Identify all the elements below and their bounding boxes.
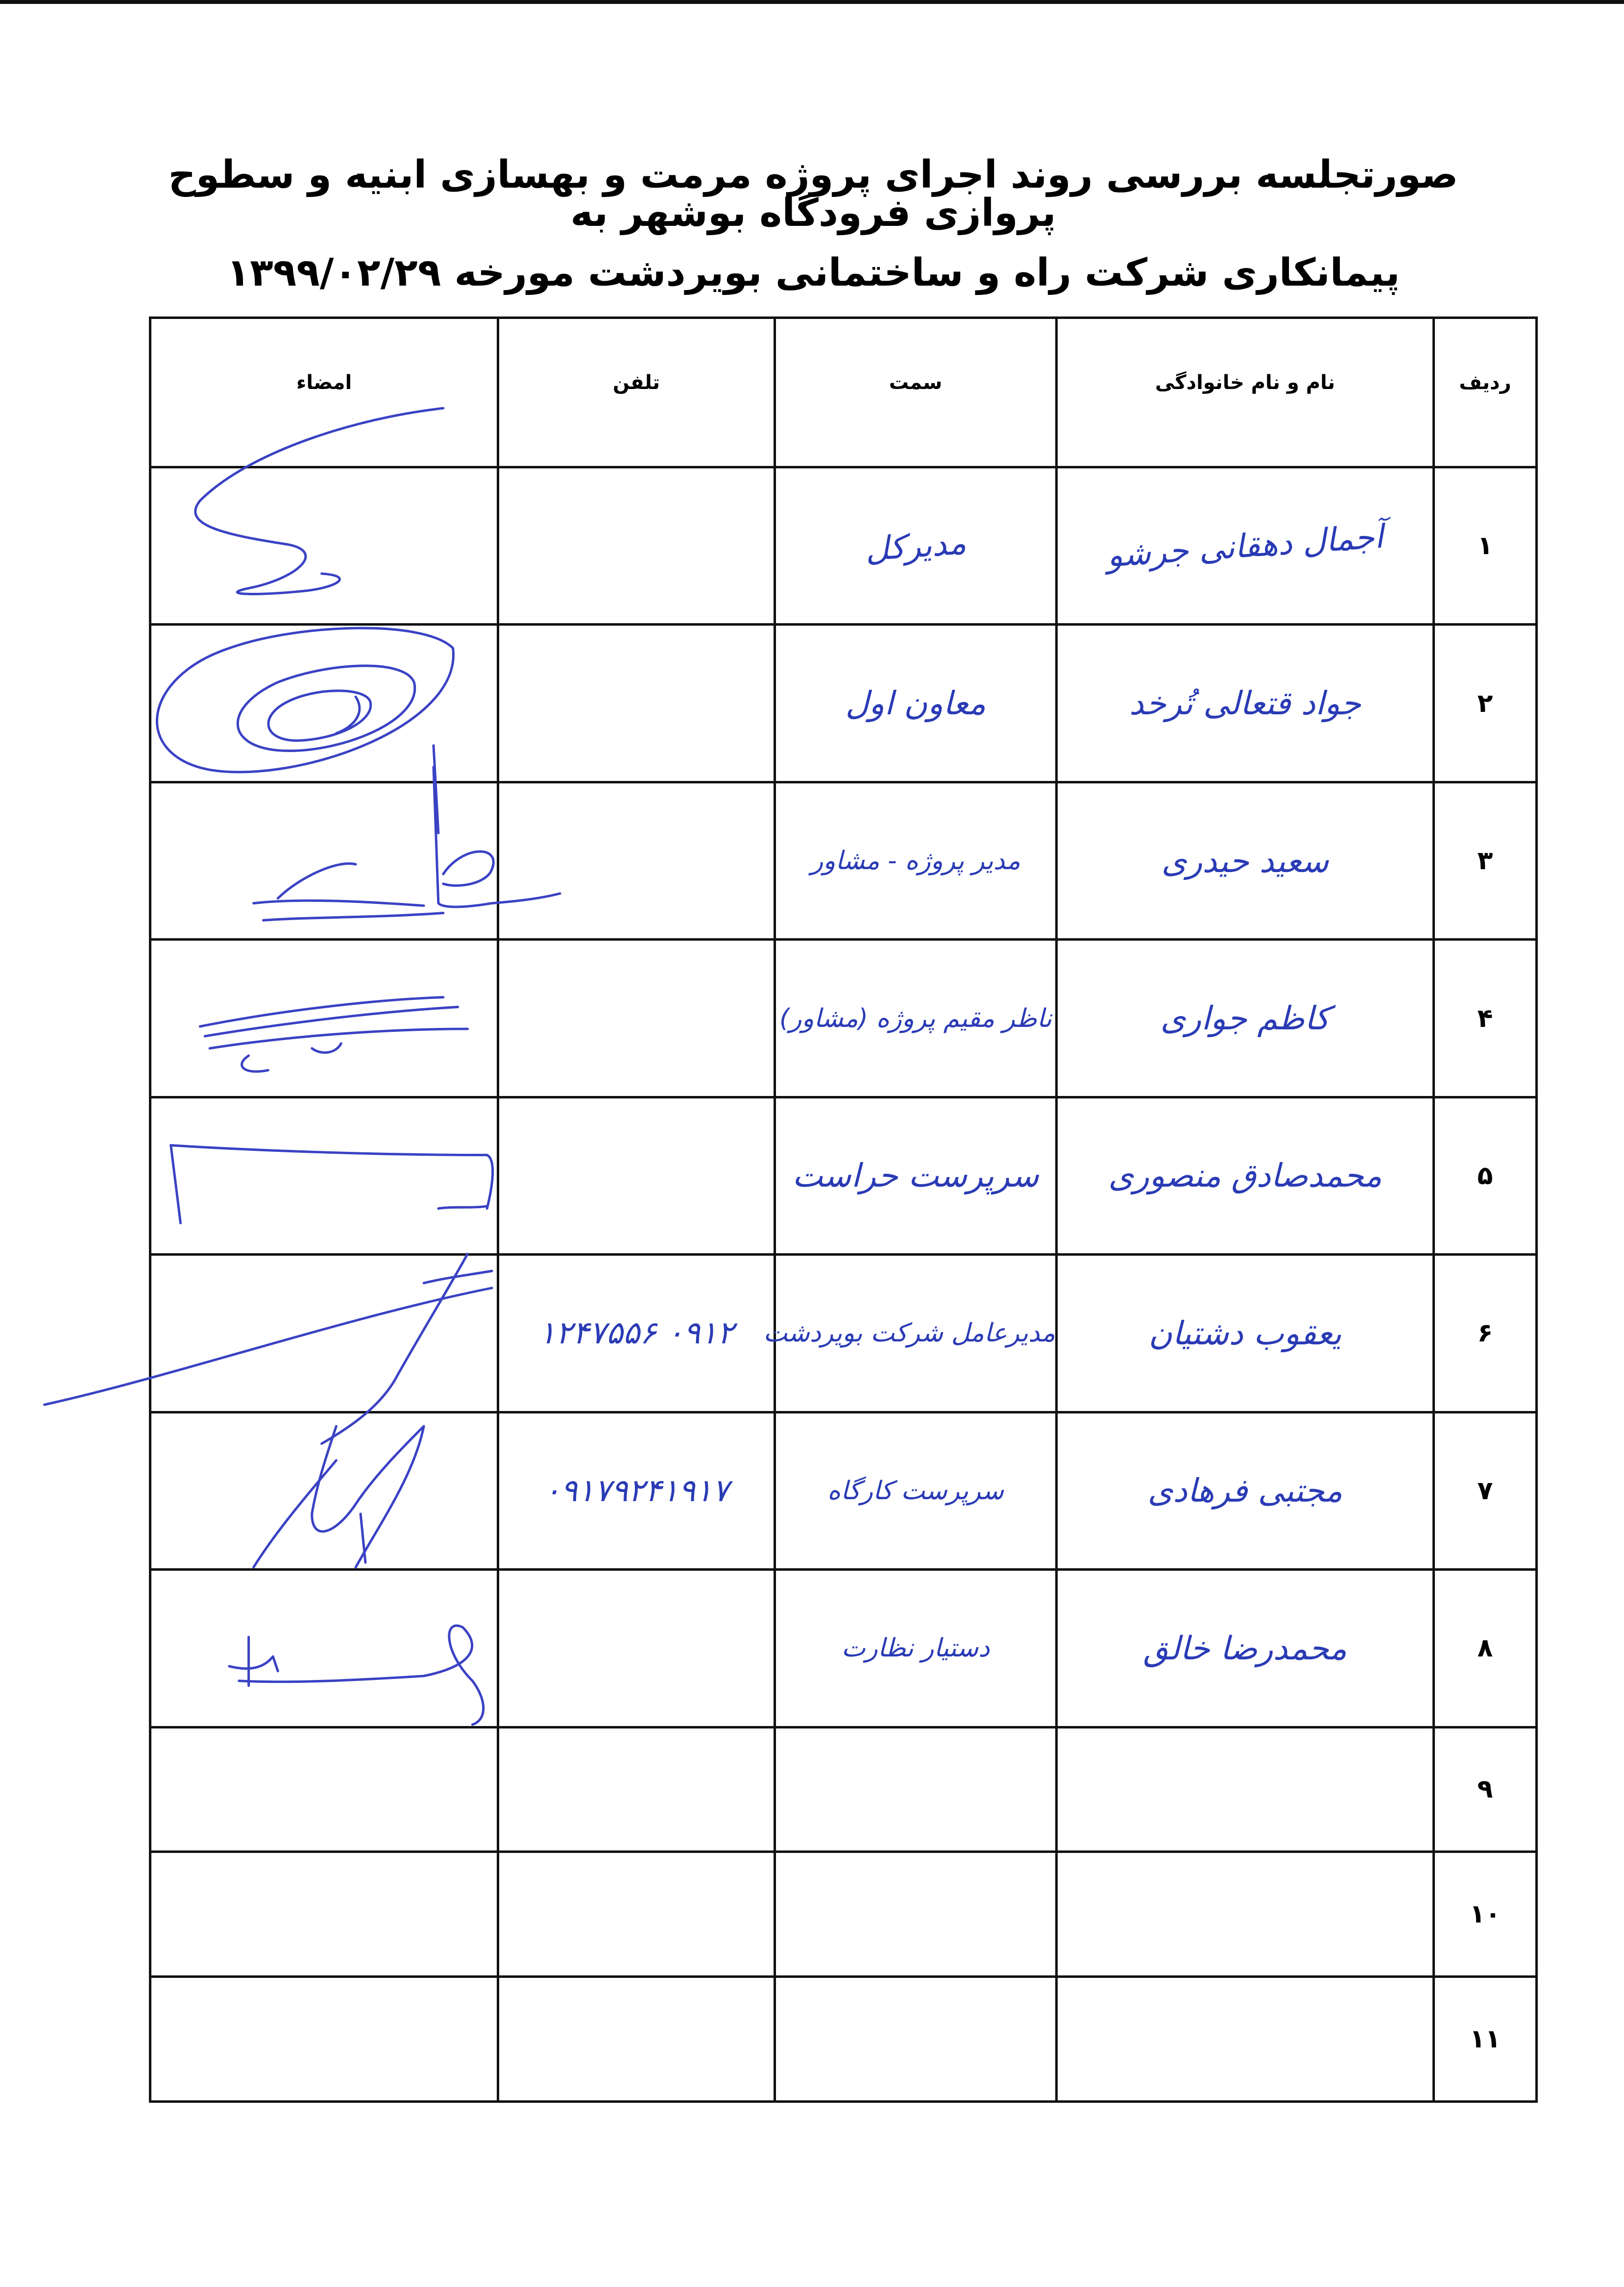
table-header-row — [150, 318, 1537, 467]
name-cell — [1057, 1727, 1434, 1852]
handwritten-phone: ۰۹۱۲ ۱۲۴۷۵۵۶ — [538, 1315, 734, 1352]
table-row — [150, 940, 1537, 1097]
table-row — [150, 782, 1537, 939]
header-signature: امضاء — [150, 318, 498, 467]
signature-cell — [150, 1255, 498, 1412]
row-number: ۱۰ — [1434, 1852, 1537, 1977]
name-cell — [1057, 940, 1434, 1097]
attendance-table — [149, 316, 1538, 2103]
signature-mark — [151, 941, 497, 1095]
table-row — [150, 1412, 1537, 1569]
handwritten-phone: ۰۹۱۷۹۲۴۱۹۱۷ — [543, 1472, 729, 1509]
table-row — [150, 625, 1537, 782]
scan-top-border — [0, 0, 1624, 4]
phone-cell — [498, 467, 775, 625]
phone-cell — [498, 1977, 775, 2102]
handwritten-position: مدیرعامل شرکت بویردشت — [763, 1318, 1055, 1348]
position-cell — [775, 1570, 1057, 1727]
phone-cell — [498, 625, 775, 782]
signature-cell — [150, 1852, 498, 1977]
phone-cell — [498, 940, 775, 1097]
handwritten-position: معاون اول — [845, 684, 986, 723]
row-number: ۱ — [1434, 467, 1537, 625]
phone-cell — [498, 1727, 775, 1852]
name-cell — [1057, 467, 1434, 625]
document-title-line-2: پیمانکاری شرکت راه و ساختمانی بویردشت مورخه ۱۳۹۹/۰۲/۲۹ — [226, 251, 1400, 295]
signature-cell — [150, 625, 498, 782]
table-row — [150, 1977, 1537, 2102]
handwritten-position: مدیرکل — [864, 523, 968, 568]
position-cell — [775, 625, 1057, 782]
signature-cell — [150, 1097, 498, 1254]
handwritten-name: محمدصادق منصوری — [1108, 1157, 1382, 1195]
row-number: ۶ — [1434, 1255, 1537, 1412]
row-number: ۴ — [1434, 940, 1537, 1097]
header-row-number: ردیف — [1434, 318, 1537, 467]
table-row — [150, 1255, 1537, 1412]
table-row — [150, 1727, 1537, 1852]
handwritten-position: سرپرست حراست — [792, 1157, 1039, 1195]
signature-mark — [151, 1098, 497, 1253]
position-cell — [775, 1097, 1057, 1254]
position-cell — [775, 1412, 1057, 1569]
handwritten-name: سعید حیدری — [1161, 842, 1329, 880]
row-number: ۸ — [1434, 1570, 1537, 1727]
row-number: ۱۱ — [1434, 1977, 1537, 2102]
table-row — [150, 467, 1537, 625]
table-row — [150, 1570, 1537, 1727]
signature-mark — [151, 783, 497, 938]
phone-cell — [498, 1097, 775, 1254]
header-full-name: نام و نام خانوادگی — [1057, 318, 1434, 467]
table-row — [150, 1097, 1537, 1254]
handwritten-position: ناظر مقیم پروژه (مشاور) — [779, 1003, 1052, 1033]
signature-mark — [151, 468, 497, 623]
signature-mark — [151, 1256, 497, 1411]
phone-cell — [498, 782, 775, 939]
name-cell — [1057, 1977, 1434, 2102]
signature-mark — [151, 626, 497, 780]
signature-cell — [150, 467, 498, 625]
signature-mark — [151, 1413, 497, 1568]
position-cell — [775, 1977, 1057, 2102]
name-cell — [1057, 1852, 1434, 1977]
handwritten-position: سرپرست کارگاه — [827, 1476, 1004, 1506]
position-cell — [775, 1727, 1057, 1852]
table-row — [150, 1852, 1537, 1977]
handwritten-name: کاظم جواری — [1160, 999, 1330, 1038]
name-cell — [1057, 1412, 1434, 1569]
document-title-line-1: صورتجلسه بررسی روند اجرای پروژه مرمت و بهسازی ابنیه و سطوح پروازی فرودگاه بوشهر به — [168, 153, 1458, 235]
signature-cell — [150, 1412, 498, 1569]
handwritten-name: جواد قتعالی تُرخد — [1129, 684, 1361, 723]
position-cell — [775, 940, 1057, 1097]
name-cell — [1057, 1255, 1434, 1412]
name-cell — [1057, 625, 1434, 782]
phone-cell — [498, 1412, 775, 1569]
phone-cell — [498, 1570, 775, 1727]
name-cell — [1057, 1570, 1434, 1727]
header-position: سمت — [775, 318, 1057, 467]
handwritten-position: مدیر پروژه - مشاور — [811, 846, 1020, 876]
signature-cell — [150, 782, 498, 939]
handwritten-name: محمدرضا خالق — [1143, 1629, 1347, 1667]
row-number: ۷ — [1434, 1412, 1537, 1569]
signature-cell — [150, 1727, 498, 1852]
signature-cell — [150, 1570, 498, 1727]
name-cell — [1057, 1097, 1434, 1254]
row-number: ۵ — [1434, 1097, 1537, 1254]
position-cell — [763, 1255, 1057, 1412]
attendance-sheet — [149, 316, 1535, 2103]
position-cell — [775, 782, 1057, 939]
phone-cell — [498, 1255, 775, 1412]
signature-mark — [151, 1571, 497, 1726]
row-number: ۹ — [1434, 1727, 1537, 1852]
handwritten-position: دستیار نظارت — [841, 1633, 990, 1663]
handwritten-name: آجمال دهقانی جرشو — [1106, 517, 1384, 575]
handwritten-name: مجتبی فرهادی — [1147, 1472, 1343, 1510]
header-phone: تلفن — [498, 318, 775, 467]
row-number: ۳ — [1434, 782, 1537, 939]
position-cell — [775, 1852, 1057, 1977]
signature-cell — [150, 940, 498, 1097]
name-cell — [1057, 782, 1434, 939]
position-cell — [775, 467, 1057, 625]
phone-cell — [498, 1852, 775, 1977]
handwritten-name: یعقوب دشتیان — [1148, 1314, 1342, 1352]
row-number: ۲ — [1434, 625, 1537, 782]
signature-cell — [150, 1977, 498, 2102]
